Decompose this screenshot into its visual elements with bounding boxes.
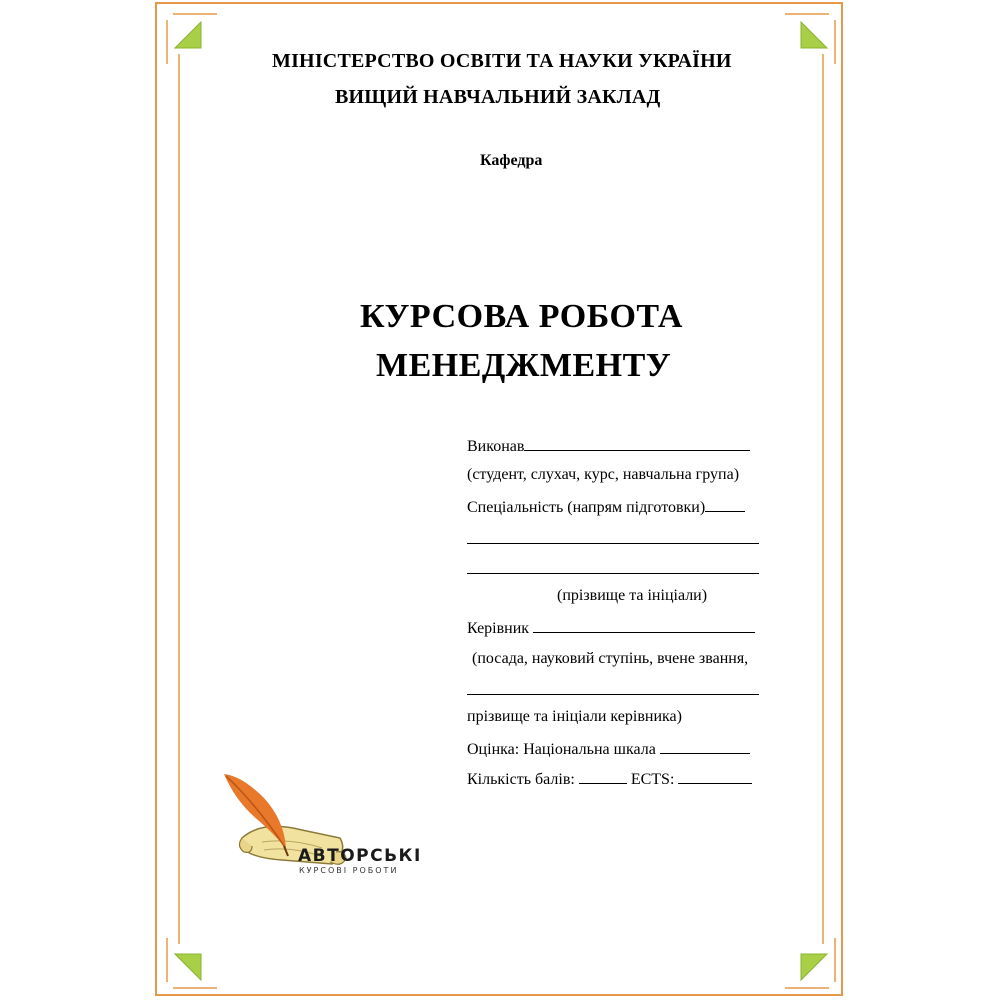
institution-heading: ВИЩИЙ НАВЧАЛЬНИЙ ЗАКЛАД	[335, 86, 661, 108]
supervisor-name-note: прізвище та ініціали керівника)	[467, 708, 682, 725]
grade-blank	[660, 739, 750, 754]
work-title-line2: МЕНЕДЖМЕНТУ	[376, 347, 672, 384]
corner-top-left	[175, 22, 201, 48]
performed-by-row	[467, 436, 750, 456]
ministry-heading: МІНІСТЕРСТВО ОСВІТИ ТА НАУКИ УКРАЇНИ	[272, 50, 732, 72]
corner-bottom-right	[801, 954, 827, 980]
performed-by-blank	[524, 436, 750, 451]
department-label: Кафедра	[480, 152, 543, 169]
work-title-line1: КУРСОВА РОБОТА	[360, 298, 683, 335]
logo-subtitle: КУРСОВІ РОБОТИ	[299, 866, 399, 875]
corner-bottom-left	[175, 954, 201, 980]
performed-by-label: Виконав	[467, 438, 525, 455]
student-note: (студент, слухач, курс, навчальна група)	[467, 466, 740, 483]
supervisor-label: Керівник	[467, 620, 530, 637]
grade-label: Оцінка: Національна шкала	[467, 741, 656, 758]
ects-label: ECTS:	[630, 771, 675, 788]
specialty-label: Спеціальність (напрям підготовки)	[467, 499, 706, 516]
points-row	[467, 769, 752, 789]
logo-title: АВТОРСЬКІ	[298, 846, 422, 866]
supervisor-blank	[533, 618, 755, 633]
specialty-row	[467, 497, 745, 517]
points-label: Кількість балів:	[467, 771, 575, 788]
specialty-line-2	[467, 543, 759, 544]
supervisor-note: (посада, науковий ступінь, вчене звання,	[472, 650, 749, 667]
corner-top-right	[801, 22, 827, 48]
grade-row	[467, 739, 750, 759]
name-note: (прізвище та ініціали)	[557, 587, 708, 604]
points-blank	[579, 769, 627, 784]
specialty-line-3	[467, 573, 759, 574]
supervisor-row	[467, 618, 755, 638]
supervisor-line-2	[467, 694, 759, 695]
specialty-blank	[705, 497, 745, 512]
ects-blank	[678, 769, 752, 784]
